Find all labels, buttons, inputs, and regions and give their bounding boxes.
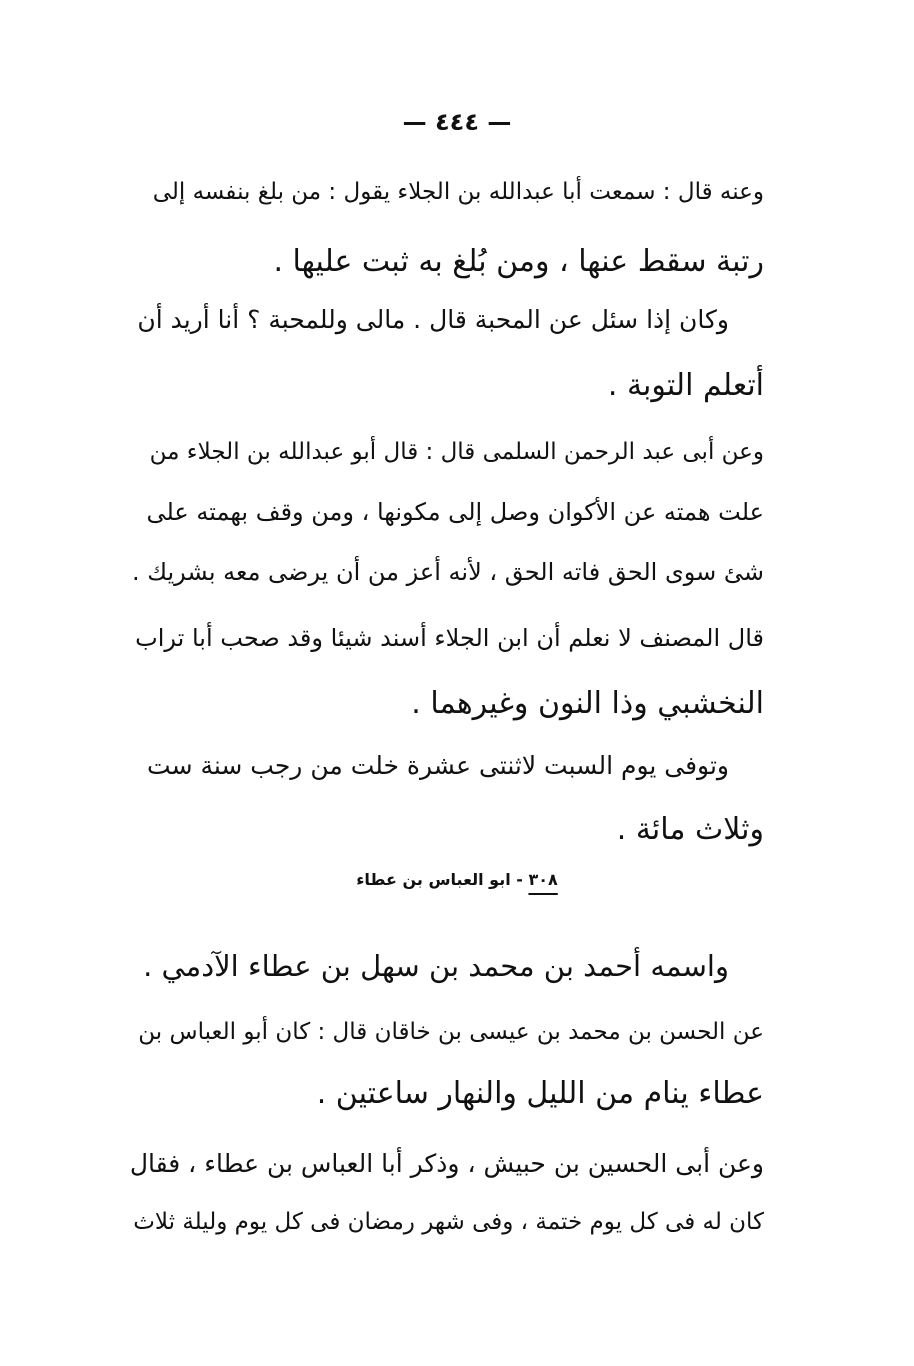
heading-title: ابو العباس بن عطاء (356, 870, 511, 889)
heading-dash: - (516, 870, 523, 889)
text-line: شئ سوى الحق فاته الحق ، لأنه أعز من أن يرضى معه بشريك . (132, 558, 764, 586)
text-line: أتعلم التوبة . (607, 368, 764, 403)
text-line: وثلاث مائة . (616, 812, 764, 847)
text-line: وعن أبى عبد الرحمن السلمى قال : قال أبو عبدالله بن الجلاء من (149, 439, 764, 465)
text-line: رتبة سقط عنها ، ومن بُلغ به ثبت عليها . (273, 244, 764, 279)
text-line: كان له فى كل يوم ختمة ، وفى شهر رمضان فى كل يوم وليلة ثلاث (133, 1209, 764, 1235)
page-number: — ٤٤٤ — (402, 108, 512, 136)
text-line: قال المصنف لا نعلم أن ابن الجلاء أسند شيئا وقد صحب أبا تراب (135, 624, 764, 652)
text-line: عطاء ينام من الليل والنهار ساعتين . (316, 1076, 764, 1111)
section-heading (0, 870, 914, 889)
text-line: النخشبي وذا النون وغيرهما . (411, 686, 764, 721)
text-line: عن الحسن بن محمد بن عيسى بن خاقان قال : كان أبو العباس بن (138, 1019, 764, 1045)
text-line: وعن أبى الحسين بن حبيش ، وذكر أبا العباس بن عطاء ، فقال (129, 1149, 764, 1178)
text-line: علت همته عن الأكوان وصل إلى مكونها ، ومن وقف بهمته على (146, 498, 764, 526)
text-line: وتوفى يوم السبت لاثنتى عشرة خلت من رجب سنة ست (147, 751, 729, 780)
text-line: وكان إذا سئل عن المحبة قال . مالى وللمحبة ؟ أنا أريد أن (137, 305, 729, 334)
text-line: وعنه قال : سمعت أبا عبدالله بن الجلاء يقول : من بلغ بنفسه إلى (152, 179, 764, 205)
heading-number: ٣٠٨ (528, 870, 558, 889)
text-line: واسمه أحمد بن محمد بن سهل بن عطاء الآدمي . (143, 949, 729, 983)
